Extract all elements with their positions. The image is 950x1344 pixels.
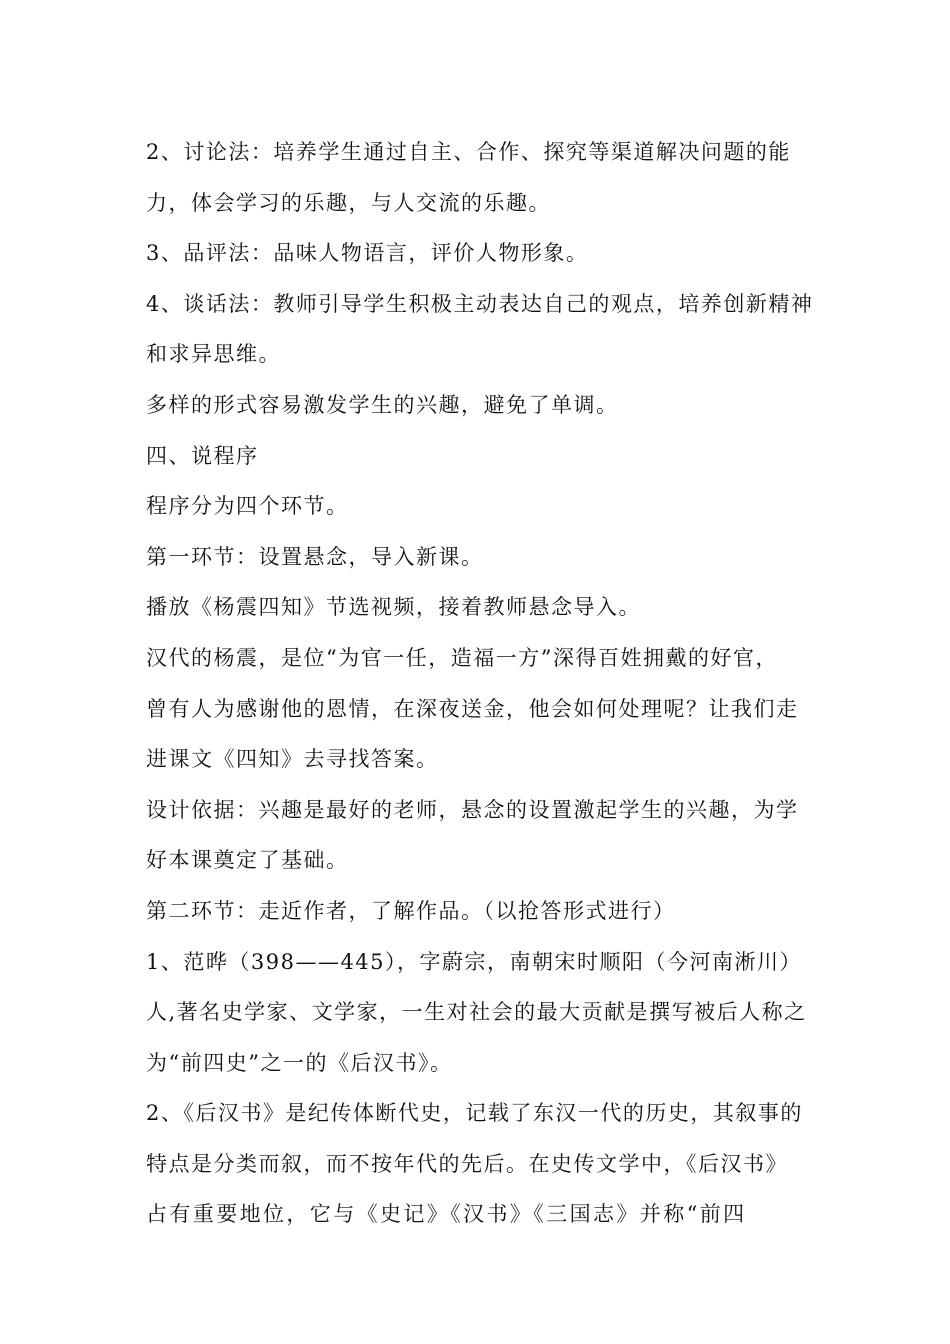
text-line: 2、《后汉书》是纪传体断代史，记载了东汉一代的历史，其叙事的 <box>146 1101 803 1126</box>
text-line: 进课文《四知》去寻找答案。 <box>146 747 439 772</box>
text-line: 播放《杨震四知》节选视频，接着教师悬念导入。 <box>146 595 641 620</box>
text-line: 1、范晔（398——445），字蔚宗，南朝宋时顺阳（今河南淅川） <box>146 949 803 974</box>
text-line: 和求异思维。 <box>146 342 281 367</box>
text-line: 占有重要地位，它与《史记》《汉书》《三国志》并称“前四 <box>146 1202 747 1227</box>
text-line: 多样的形式容易激发学生的兴趣，避免了单调。 <box>146 392 619 417</box>
text-line: 第一环节：设置悬念，导入新课。 <box>146 544 484 569</box>
text-line: 好本课奠定了基础。 <box>146 848 349 873</box>
text-line: 程序分为四个环节。 <box>146 494 349 519</box>
text-line: 为“前四史”之一的《后汉书》。 <box>146 1050 453 1075</box>
section-heading: 四、说程序 <box>146 443 259 468</box>
text-line: 曾有人为感谢他的恩情，在深夜送金，他会如何处理呢？让我们走 <box>146 696 799 721</box>
text-line: 4、谈话法：教师引导学生积极主动表达自己的观点，培养创新精神 <box>146 291 814 316</box>
text-line: 人,著名史学家、文学家，一生对社会的最大贡献是撰写被后人称之 <box>146 1000 807 1025</box>
text-line: 3、品评法：品味人物语言，评价人物形象。 <box>146 241 589 266</box>
text-line: 第二环节：走近作者，了解作品。（以抢答形式进行） <box>146 898 676 923</box>
text-line: 汉代的杨震，是位“为官一任，造福一方”深得百姓拥戴的好官， <box>146 645 778 670</box>
text-line: 设计依据：兴趣是最好的老师，悬念的设置激起学生的兴趣，为学 <box>146 797 799 822</box>
document-body <box>146 132 814 1245</box>
text-line: 2、讨论法：培养学生通过自主、合作、探究等渠道解决问题的能 <box>146 140 791 164</box>
text-line: 特点是分类而叙，而不按年代的先后。在史传文学中，《后汉书》 <box>146 1151 788 1176</box>
text-line: 力，体会学习的乐趣，与人交流的乐趣。 <box>146 190 551 215</box>
